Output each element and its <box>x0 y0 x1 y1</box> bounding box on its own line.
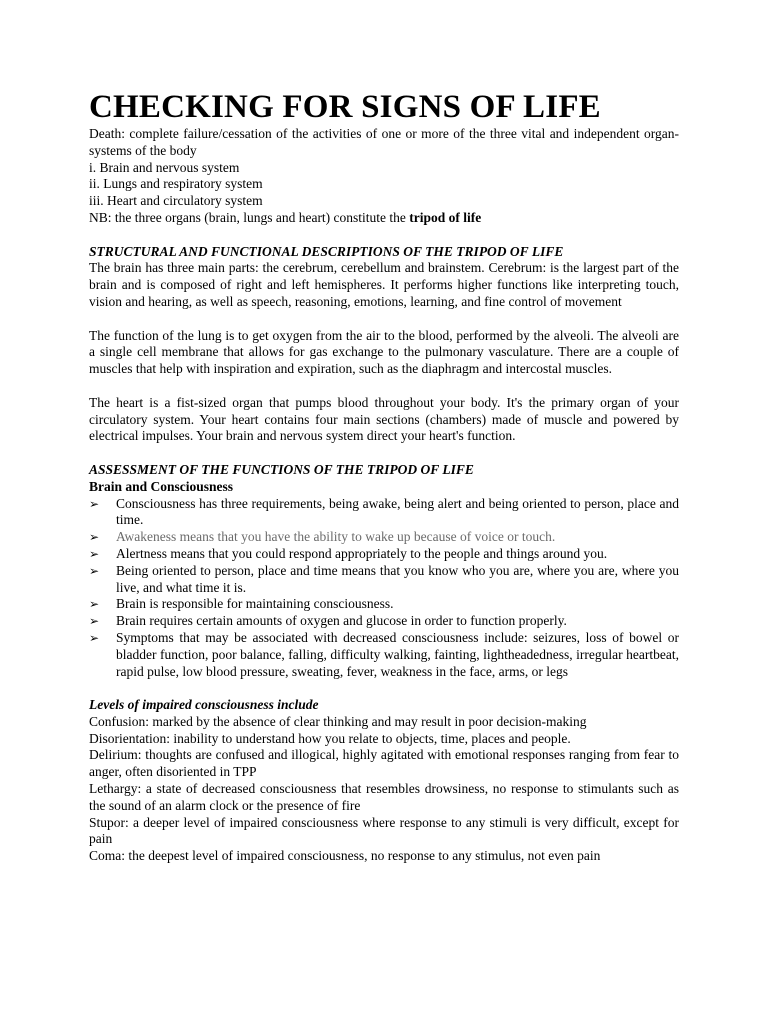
bullet-text: Brain requires certain amounts of oxygen and glucose in order to function properly. <box>116 613 567 629</box>
bullet-item <box>89 563 679 597</box>
bullet-text-awakeness: Awakeness means that you have the ability to wake up because of voice or touch. <box>116 529 556 545</box>
bullet-item <box>89 630 679 680</box>
bullet-text: Being oriented to person, place and time means that you know who you are, where you are, where you live, and what time it is. <box>116 562 679 595</box>
document-content <box>89 88 679 865</box>
nb-note-bold: tripod of life <box>409 209 482 225</box>
paragraph-heart: The heart is a fist-sized organ that pumps blood throughout your body. It's the primary organ of your circulatory system. Your heart contains four main sections (chambers) made of muscle and powered by electrical impulses. Your brain and nervous system direct your heart's function. <box>89 394 679 444</box>
bullet-item <box>89 546 679 563</box>
arrow-bullet-icon: ➢ <box>89 630 100 645</box>
arrow-bullet-icon: ➢ <box>89 597 100 612</box>
paragraph-brain: The brain has three main parts: the cerebrum, cerebellum and brainstem. Cerebrum: is the largest part of the brain and is composed of right and left hemispheres. It performs higher functions like interpreting touch, vision and hearing, as well as speech, reasoning, emotions, learning, and fine control of movement <box>89 260 679 309</box>
system-item-lungs: ii. Lungs and respiratory system <box>89 176 263 192</box>
spacer <box>89 680 679 697</box>
spacer <box>89 378 679 395</box>
level-delirium: Delirium: thoughts are confused and illogical, highly agitated with emotional responses ranging from fear to anger, often disoriented in TPP <box>89 747 679 780</box>
level-stupor: Stupor: a deeper level of impaired consciousness where response to any stimuli is very difficult, except for pain <box>89 814 679 847</box>
levels-heading: Levels of impaired consciousness include <box>89 697 319 713</box>
arrow-bullet-icon: ➢ <box>89 546 100 561</box>
system-item-heart: iii. Heart and circulatory system <box>89 193 263 209</box>
subheading-brain-consciousness: Brain and Consciousness <box>89 478 234 494</box>
arrow-bullet-icon: ➢ <box>89 614 100 629</box>
death-definition: Death: complete failure/cessation of the activities of one or more of the three vital and independent organ-systems of the body <box>89 126 679 158</box>
level-coma: Coma: the deepest level of impaired consciousness, no response to any stimulus, not even pain <box>89 848 601 864</box>
nb-note <box>89 210 679 227</box>
arrow-bullet-icon: ➢ <box>89 530 100 545</box>
paragraph-lung: The function of the lung is to get oxygen from the air to the blood, performed by the alveoli. The alveoli are a single cell membrane that allows for gas exchange to the pulmonary vasculature. There are a couple of muscles that help with inspiration and expiration, such as the diaphragm and intercostal muscles. <box>89 327 679 377</box>
spacer <box>89 445 679 462</box>
level-lethargy: Lethargy: a state of decreased consciousness that resembles drowsiness, no response to stimulants such as the sound of an alarm clock or the presence of fire <box>89 781 679 813</box>
bullet-item <box>89 496 679 530</box>
level-disorientation: Disorientation: inability to understand how you relate to objects, time, places and people. <box>89 730 571 746</box>
arrow-bullet-icon: ➢ <box>89 496 100 511</box>
page-title: CHECKING FOR SIGNS OF LIFE <box>89 89 601 125</box>
level-confusion: Confusion: marked by the absence of clear thinking and may result in poor decision-making <box>89 713 587 729</box>
spacer <box>89 227 679 244</box>
spacer <box>89 311 679 328</box>
bullet-text: Consciousness has three requirements, being awake, being alert and being oriented to person, place and time. <box>116 495 679 528</box>
bullet-item <box>89 529 679 546</box>
section-heading-structural: STRUCTURAL AND FUNCTIONAL DESCRIPTIONS OF THE TRIPOD OF LIFE <box>89 243 564 259</box>
bullet-item <box>89 613 679 630</box>
nb-note-text: NB: the three organs (brain, lungs and heart) constitute the <box>89 209 410 225</box>
bullet-text: Brain is responsible for maintaining consciousness. <box>116 596 394 612</box>
section-heading-assessment: ASSESSMENT OF THE FUNCTIONS OF THE TRIPOD OF LIFE <box>89 461 474 477</box>
bullet-item <box>89 596 679 613</box>
bullet-text: Symptoms that may be associated with decreased consciousness include: seizures, loss of bowel or bladder function, poor balance, falling, difficulty walking, fainting, lightheadedness, irregular heartbeat, rapid pulse, low blood pressure, sweating, fever, weakness in the face, arms, or legs <box>116 629 679 679</box>
consciousness-bullet-list <box>89 496 679 681</box>
arrow-bullet-icon: ➢ <box>89 563 100 578</box>
system-item-brain: i. Brain and nervous system <box>89 159 240 175</box>
bullet-text: Alertness means that you could respond appropriately to the people and things around you. <box>116 545 608 561</box>
